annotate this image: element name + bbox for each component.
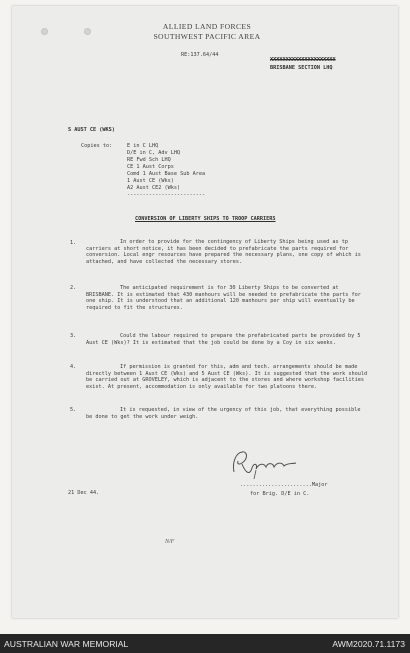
paragraph-number: 1. xyxy=(70,240,77,246)
signature-line: .......................Major xyxy=(240,482,328,488)
paragraph-text: Could the labour required to prepare the prefabricated parts be provided by 5 Aust CE (Wks)? It is estimated that the job could be done by a Coy in six weeks. xyxy=(86,333,361,346)
subject-title: CONVERSION OF LIBERTY SHIPS TO TROOP CARRIERS xyxy=(135,216,276,222)
signatory-role: for Brig. D/E in C. xyxy=(250,491,310,497)
paragraph-number: 5. xyxy=(70,407,77,413)
footer-bar xyxy=(0,634,410,653)
paragraph-text: The anticipated requirement is for 30 Liberty Ships to be converted at BRISBANE. It is estimated that 430 manhours will be needed to prefabricate the parts for one ship. It is understood that an additional 120 manhours per ship will eventually be required to fit the structures. xyxy=(86,285,361,311)
footer-credit: AUSTRALIAN WAR MEMORIAL xyxy=(4,639,129,649)
document-page xyxy=(12,6,398,618)
footer-accession-number: AWM2020.71.1173 xyxy=(332,639,405,649)
header-line1: ALLIED LAND FORCES xyxy=(162,22,252,31)
copies-item: A2 Aust CE2 (Wks) xyxy=(127,185,181,191)
copies-item: E in C LHQ xyxy=(127,143,159,149)
copies-rule: ------------------------- xyxy=(127,192,206,198)
paragraph-text: In order to provide for the contingency of Liberty Ships being used as tp carriers at short notice, it has been decided to prefabricate the parts required for conversion. Local engr resources have prepared the necessary plans, one copy of which is attached, and have collected the necessary stores. xyxy=(86,239,361,265)
paragraph-text: It is requested, in view of the urgency of this job, that everything possible be done to get the work under weigh. xyxy=(86,407,361,420)
paragraph-number: 2. xyxy=(70,285,77,291)
office-struck: XXXXXXXXXXXXXXXXXXXXX xyxy=(270,57,336,63)
handwritten-signature xyxy=(226,446,310,480)
copies-item: Comd 1 Aust Base Sub Area xyxy=(127,171,206,177)
margin-note: N/F xyxy=(165,539,175,545)
punch-hole xyxy=(84,28,91,35)
copies-item: D/E in C, Adv LHQ xyxy=(127,150,181,156)
paragraph-number: 3. xyxy=(70,333,77,339)
copies-item: RE Fwd Sch LHQ xyxy=(127,157,171,163)
punch-hole xyxy=(41,28,48,35)
copies-item: 1 Aust CE (Wks) xyxy=(127,178,174,184)
copies-item: CE 1 Aust Corps xyxy=(127,164,174,170)
document-date: 21 Dec 44. xyxy=(68,490,100,496)
addressee: S AUST CE (WKS) xyxy=(68,127,115,133)
paragraph-number: 4. xyxy=(70,364,77,370)
paragraph-text: If permission is granted for this, adm and tech. arrangements should be made directly between 1 Aust CE (Wks) and 5 Aust CE (Wks). It is suggested that the work should be carried out at GROVELEY, which is adjacent to the stores and where workshop facilities exist. At present, accommodation is only available for two platoons there. xyxy=(86,364,368,390)
copies-label: Copies to: xyxy=(81,143,113,149)
reference-number: RE:137.64/44 xyxy=(181,52,219,58)
header-line2: SOUTHWEST PACIFIC AREA xyxy=(153,32,261,41)
office-name: BRISBANE SECTION LHQ xyxy=(270,65,333,71)
